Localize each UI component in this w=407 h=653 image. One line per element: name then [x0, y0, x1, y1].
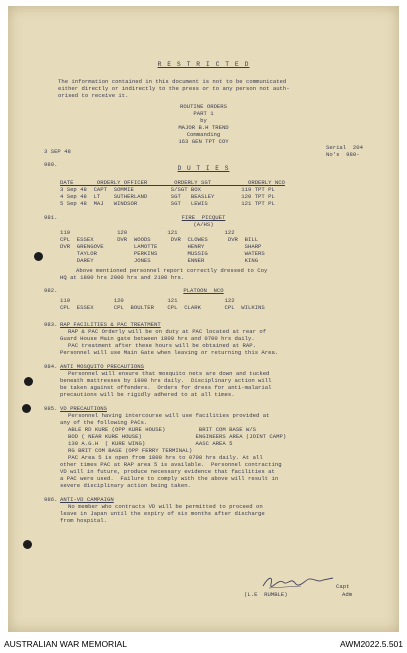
para-984-line: precautions will be rigidly adhered to at all times. — [60, 391, 235, 398]
fire-picquet-row: CPL ESSEX DVR WOODS DVR CLOWES DVR BILL — [60, 236, 259, 243]
para-985-line: VD will in future, produce necessary evidence that facilities at — [60, 468, 275, 475]
platoon-nco-heading: PLATOON NCO — [183, 287, 224, 294]
para-981-number: 981. — [44, 214, 58, 221]
fire-picquet-subheading: (A/HS) — [193, 221, 214, 228]
title-commander: MAJOR B.H TREND — [178, 124, 229, 131]
signatory-role: Adm — [342, 591, 353, 598]
archive-name: AUSTRALIAN WAR MEMORIAL — [4, 639, 127, 649]
para-984-line: beneath mattresses by 1900 hrs daily. Disciplinary action will — [60, 377, 272, 384]
para-985-number: 985. — [44, 405, 58, 412]
title-by: by — [200, 117, 207, 124]
pac-location-line: BOD ( NEAR KURE HOUSE) ENGINEERS AREA (JOINT CAMP) — [68, 433, 287, 440]
fire-picquet-note-1: Above mentioned personnel report correctly dressed to Coy — [76, 267, 268, 274]
para-983-line: RAP & PAC Orderly will be on duty at PAC located at rear of — [68, 328, 267, 335]
para-980-number: 980. — [44, 161, 58, 168]
punch-hole — [22, 404, 31, 413]
para-983-line: PAC treatment after these hours will be obtained at RAP. — [68, 342, 256, 349]
title-unit: 163 GEN TPT COY — [178, 138, 229, 145]
title-commanding: Commanding — [186, 131, 221, 138]
para-983-number: 983. — [44, 321, 58, 328]
para-986-heading: ANTI-VD CAMPAIGN — [60, 496, 114, 503]
para-986-number: 986. — [44, 496, 58, 503]
para-986-line: from hospital. — [60, 517, 107, 524]
archive-reference: AWM2022.5.501 — [340, 639, 403, 649]
fire-picquet-row: DVR GRENGOVE LAMOTTE HENRY SHARP — [60, 243, 262, 250]
notice-line-3: orised to receive it. — [58, 92, 129, 99]
pac-location-line: 130 A.G.H ( KURE WING) AASC AREA 5 — [68, 440, 233, 447]
handwritten-signature — [261, 574, 335, 590]
fire-picquet-heading: FIRE PICQUET — [181, 214, 226, 221]
fire-picquet-note-2: HQ at 1800 hrs 2000 hrs and 2100 hrs. — [60, 274, 185, 281]
platoon-nco-names: CPL ESSEX CPL BOULTER CPL CLARK CPL WILKINS — [60, 304, 265, 311]
fire-picquet-row: TAYLOR PERKINS MUSSIG WATERS — [60, 250, 265, 257]
pac-location-line: ABLE RD KURE (OPP KURE HOUSE) BRIT COM BASE W/S — [68, 426, 256, 433]
punch-hole — [24, 377, 33, 386]
duties-row: 3 Sep 48 CAPT SOMMIE S/SGT BOX 119 TPT PL — [60, 186, 275, 193]
platoon-nco-platoons: 119 120 121 122 — [60, 297, 235, 304]
para-986-line: leave in Japan until the expiry of six months after discharge — [60, 510, 265, 517]
duties-table-header: DATE ORDERLY OFFICER ORDERLY SGT ORDERLY NCO — [60, 179, 285, 186]
para-985-line: Personnel having intercourse will use facilities provided at — [68, 412, 270, 419]
document-page — [8, 6, 399, 632]
classification-heading: R E S T R I C T E D — [157, 61, 250, 68]
para-984-line: be taken against offenders. Orders for dress for anti-malarial — [60, 384, 272, 391]
serial-number: Serial 204 — [326, 144, 363, 151]
para-985-line: severe disciplinary action being taken. — [60, 482, 191, 489]
order-numbers: No's 980- — [326, 151, 360, 158]
para-985-line: a PAC were used. Failure to comply with the above will result in — [60, 475, 279, 482]
para-984-number: 984. — [44, 363, 58, 370]
signatory-name: (L.E RUMBLE) — [244, 591, 288, 598]
archive-footer — [0, 634, 407, 653]
para-985-heading: VD PRECAUTIONS — [60, 405, 107, 412]
duties-row: 5 Sep 48 MAJ WINDSOR SGT LEWIS 121 TPT PL — [60, 200, 275, 207]
duties-row: 4 Sep 48 LT SUTHERLAND SGT BEASLEY 120 TPT PL — [60, 193, 275, 200]
punch-hole — [34, 252, 43, 261]
order-date: 3 SEP 48 — [44, 148, 71, 155]
para-985-line: other times PAC at RAP area 5 is available. Personnel contracting — [60, 461, 282, 468]
para-983-line: Personnel will use Main Gate when leaving or returning this Area. — [60, 349, 279, 356]
title-part: PART 1 — [193, 110, 214, 117]
notice-line-2: either directly or indirectly to the press or to any person not auth- — [58, 85, 290, 92]
signatory-rank: Capt — [336, 583, 350, 590]
fire-picquet-row: DAREY JONES ENNER KING — [60, 257, 259, 264]
notice-line-1: The information contained in this document is not to be communicated — [58, 78, 287, 85]
fire-picquet-platoons: 119 120 121 122 — [60, 229, 235, 236]
duties-heading: D U T I E S — [177, 165, 230, 172]
para-984-line: Personnel will ensure that mosquito nets are down and tucked — [68, 370, 270, 377]
para-985-line: any of the following PACs. — [60, 419, 148, 426]
para-983-line: Guard House Main gate between 1800 hrs and 0700 hrs daily. — [60, 335, 255, 342]
pac-location-line: RG BRIT COM BASE (OPP FERRY TERMINAL) — [68, 447, 193, 454]
para-984-heading: ANTI MOSQUITO PRECAUTIONS — [60, 363, 144, 370]
title-routine-orders: ROUTINE ORDERS — [180, 103, 227, 110]
para-986-line: No member who contracts VD will be permitted to proceed on — [68, 503, 263, 510]
punch-hole — [23, 540, 32, 549]
para-985-line: PAC Area 5 is open from 1800 hrs to 0700 hrs daily. At all — [68, 454, 263, 461]
para-982-number: 982. — [44, 287, 58, 294]
para-983-heading: RAP FACILITIES & PAC TREATMENT — [60, 321, 161, 328]
